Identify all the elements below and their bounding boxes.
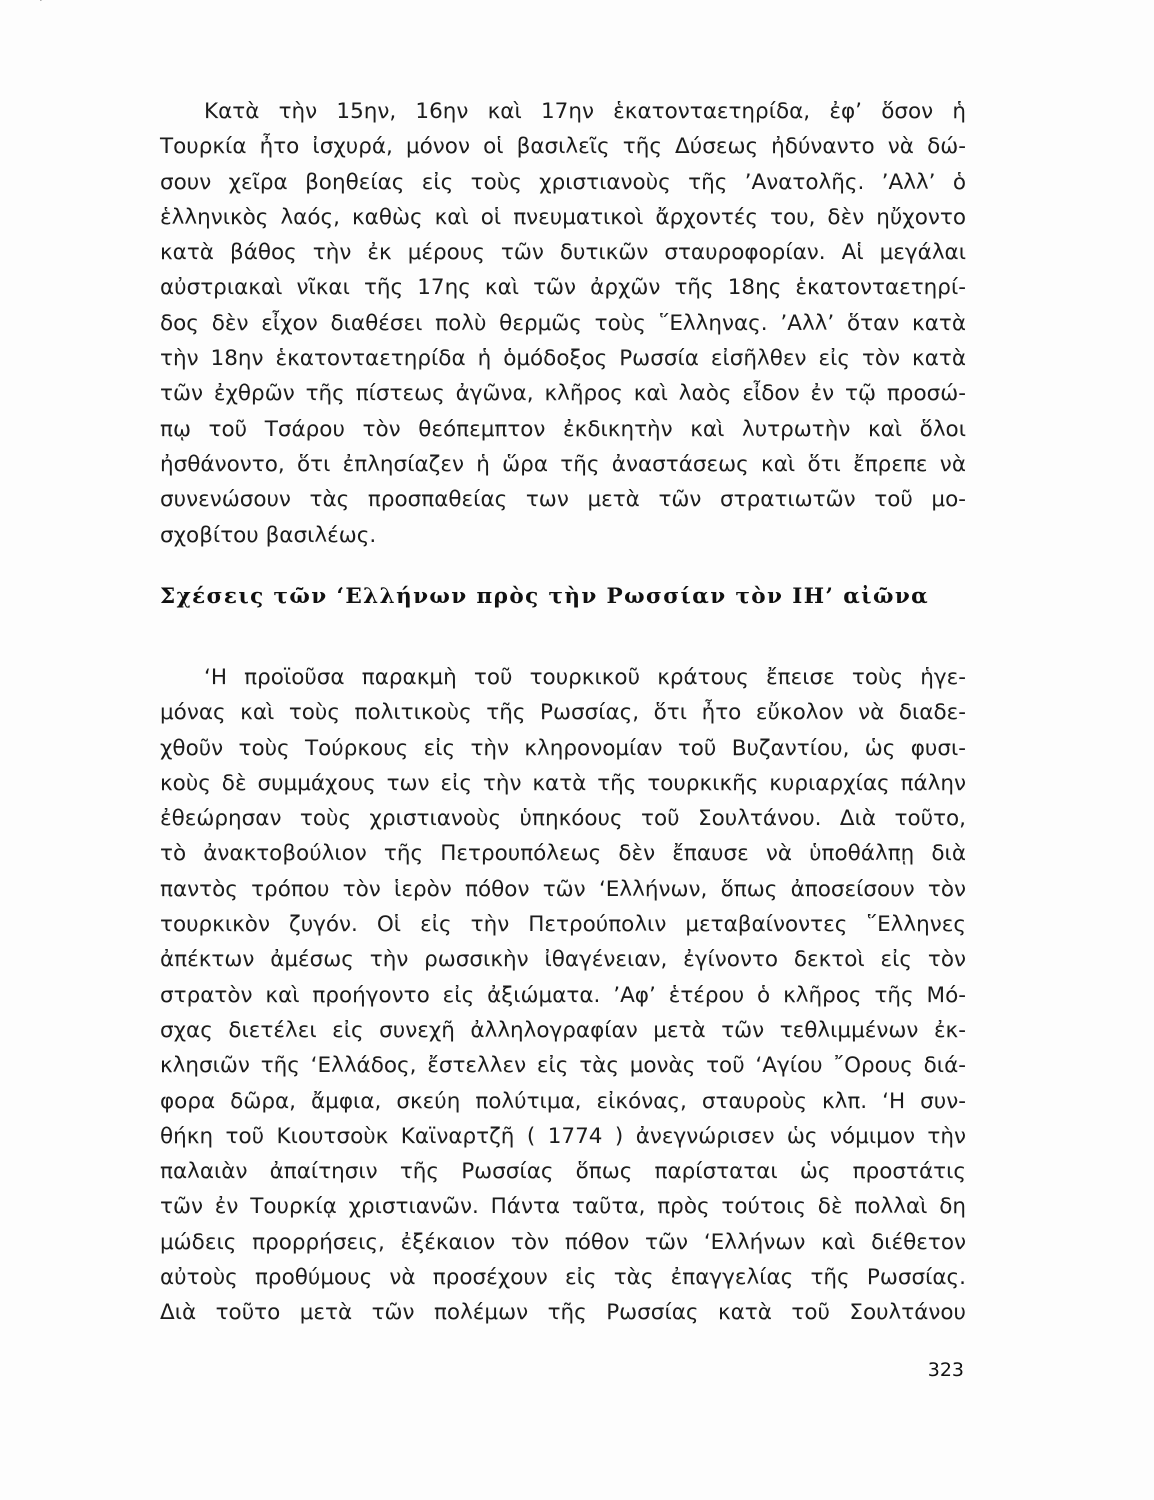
text-line: μώδεις προρρήσεις, ἐξέκαιον τὸν πόθον τῶν ‘Ελλήνων καὶ διέθετον xyxy=(160,1229,966,1255)
text-line: Κατὰ τὴν 15ην, 16ην καὶ 17ην ἑκατονταετηρίδα, ἐφ’ ὅσον ἡ xyxy=(204,99,966,124)
text-line: αὐστριακαὶ νῖκαι τῆς 17ης καὶ τῶν ἀρχῶν τῆς 18ης ἑκατονταετηρί- xyxy=(160,275,966,301)
text-line: ‘Η προϊοῦσα παρακμὴ τοῦ τουρκικοῦ κράτους ἔπεισε τοὺς ἡγε- xyxy=(204,665,966,690)
text-line: ἑλληνικὸς λαός, καθὼς καὶ οἱ πνευματικοὶ ἄρχοντές του, δὲν ηὔχοντο xyxy=(160,204,966,230)
text-line: μόνας καὶ τοὺς πολιτικοὺς τῆς Ρωσσίας, ὅτι ἦτο εὔκολον νὰ διαδε- xyxy=(160,700,966,726)
corner-scan-mark xyxy=(40,0,111,1)
text-line: σχας διετέλει εἰς συνεχῆ ἀλληλογραφίαν μετὰ τῶν τεθλιμμένων ἐκ- xyxy=(160,1017,966,1043)
text-line: τὸ ἀνακτοβούλιον τῆς Πετρουπόλεως δὲν ἔπαυσε νὰ ὑποθάλπῃ διὰ xyxy=(160,841,966,867)
text-line: κοὺς δὲ συμμάχους των εἰς τὴν κατὰ τῆς τουρκικῆς κυριαρχίας πάλην xyxy=(160,770,966,796)
text-line: θήκη τοῦ Κιουτσοὺκ Καϊναρτζῆ ( 1774 ) ἀνεγνώρισεν ὡς νόμιμον τὴν xyxy=(160,1123,966,1149)
text-line: τουρκικὸν ζυγόν. Οἱ εἰς τὴν Πετρούπολιν μεταβαίνοντες ῞Ελληνες xyxy=(160,912,966,938)
page-number: 323 xyxy=(927,1359,964,1381)
text-line: κλησιῶν τῆς ‘Ελλάδος, ἔστελλεν εἰς τὰς μονὰς τοῦ ‘Αγίου ῎Ορους διά- xyxy=(160,1053,966,1079)
text-line: δος δὲν εἶχον διαθέσει πολὺ θερμῶς τοὺς ῞Ελληνας. ’Αλλ’ ὅταν κατὰ xyxy=(160,310,966,336)
text-line: παντὸς τρόπου τὸν ἱερὸν πόθον τῶν ‘Ελλήνων, ὅπως ἀποσείσουν τὸν xyxy=(160,876,966,902)
text-line: τῶν ἐν Τουρκίᾳ χριστιανῶν. Πάντα ταῦτα, πρὸς τούτοις δὲ πολλαὶ δη xyxy=(160,1194,966,1220)
text-line: Διὰ τοῦτο μετὰ τῶν πολέμων τῆς Ρωσσίας κατὰ τοῦ Σουλτάνου xyxy=(160,1300,966,1326)
text-line: τὴν 18ην ἑκατονταετηρίδα ἡ ὁμόδοξος Ρωσσία εἰσῆλθεν εἰς τὸν κατὰ xyxy=(160,346,966,372)
text-line: ἀπέκτων ἀμέσως τὴν ρωσσικὴν ἰθαγένειαν, ἐγίνοντο δεκτοὶ εἰς τὸν xyxy=(160,947,966,973)
text-line: σχοβίτου βασιλέως. xyxy=(160,522,377,548)
text-line: στρατὸν καὶ προήγοντο εἰς ἀξιώματα. ’Αφ’ ἑτέρου ὁ κλῆρος τῆς Μό- xyxy=(160,982,966,1008)
text-line: σουν χεῖρα βοηθείας εἰς τοὺς χριστιανοὺς τῆς ’Ανατολῆς. ’Αλλ’ ὁ xyxy=(160,169,966,195)
text-line: παλαιὰν ἀπαίτησιν τῆς Ρωσσίας ὅπως παρίσταται ὡς προστάτις xyxy=(160,1159,966,1185)
text-line: κατὰ βάθος τὴν ἐκ μέρους τῶν δυτικῶν σταυροφορίαν. Αἱ μεγάλαι xyxy=(160,240,966,266)
paragraph-2 xyxy=(160,660,966,1331)
text-line: Τουρκία ἦτο ἰσχυρά, μόνον οἱ βασιλεῖς τῆς Δύσεως ἠδύναντο νὰ δώ- xyxy=(160,134,966,160)
text-line: χθοῦν τοὺς Τούρκους εἰς τὴν κληρονομίαν τοῦ Βυζαντίου, ὡς φυσι- xyxy=(160,735,966,761)
text-line: φορα δῶρα, ἄμφια, σκεύη πολύτιμα, εἰκόνας, σταυροὺς κλπ. ‘Η συν- xyxy=(160,1088,966,1114)
text-line: ἠσθάνοντο, ὅτι ἐπλησίαζεν ἡ ὥρα τῆς ἀναστάσεως καὶ ὅτι ἔπρεπε νὰ xyxy=(160,451,966,477)
section-heading: Σχέσεις τῶν ‘Ελλήνων πρὸς τὴν Ρωσσίαν τὸν ΙΗ’ αἰῶνα xyxy=(160,584,930,609)
paragraph-1 xyxy=(160,94,966,553)
text-line: ἐθεώρησαν τοὺς χριστιανοὺς ὑπηκόους τοῦ Σουλτάνου. Διὰ τοῦτο, xyxy=(160,806,966,832)
text-line: συνενώσουν τὰς προσπαθείας των μετὰ τῶν στρατιωτῶν τοῦ μο- xyxy=(160,487,966,513)
text-line: τῶν ἐχθρῶν τῆς πίστεως ἀγῶνα, κλῆρος καὶ λαὸς εἶδον ἐν τῷ προσώ- xyxy=(160,381,966,407)
text-line: αὐτοὺς προθύμους νὰ προσέχουν εἰς τὰς ἐπαγγελίας τῆς Ρωσσίας. xyxy=(160,1265,966,1291)
text-line: πῳ τοῦ Τσάρου τὸν θεόπεμπτον ἐκδικητὴν καὶ λυτρωτὴν καὶ ὅλοι xyxy=(160,416,966,442)
